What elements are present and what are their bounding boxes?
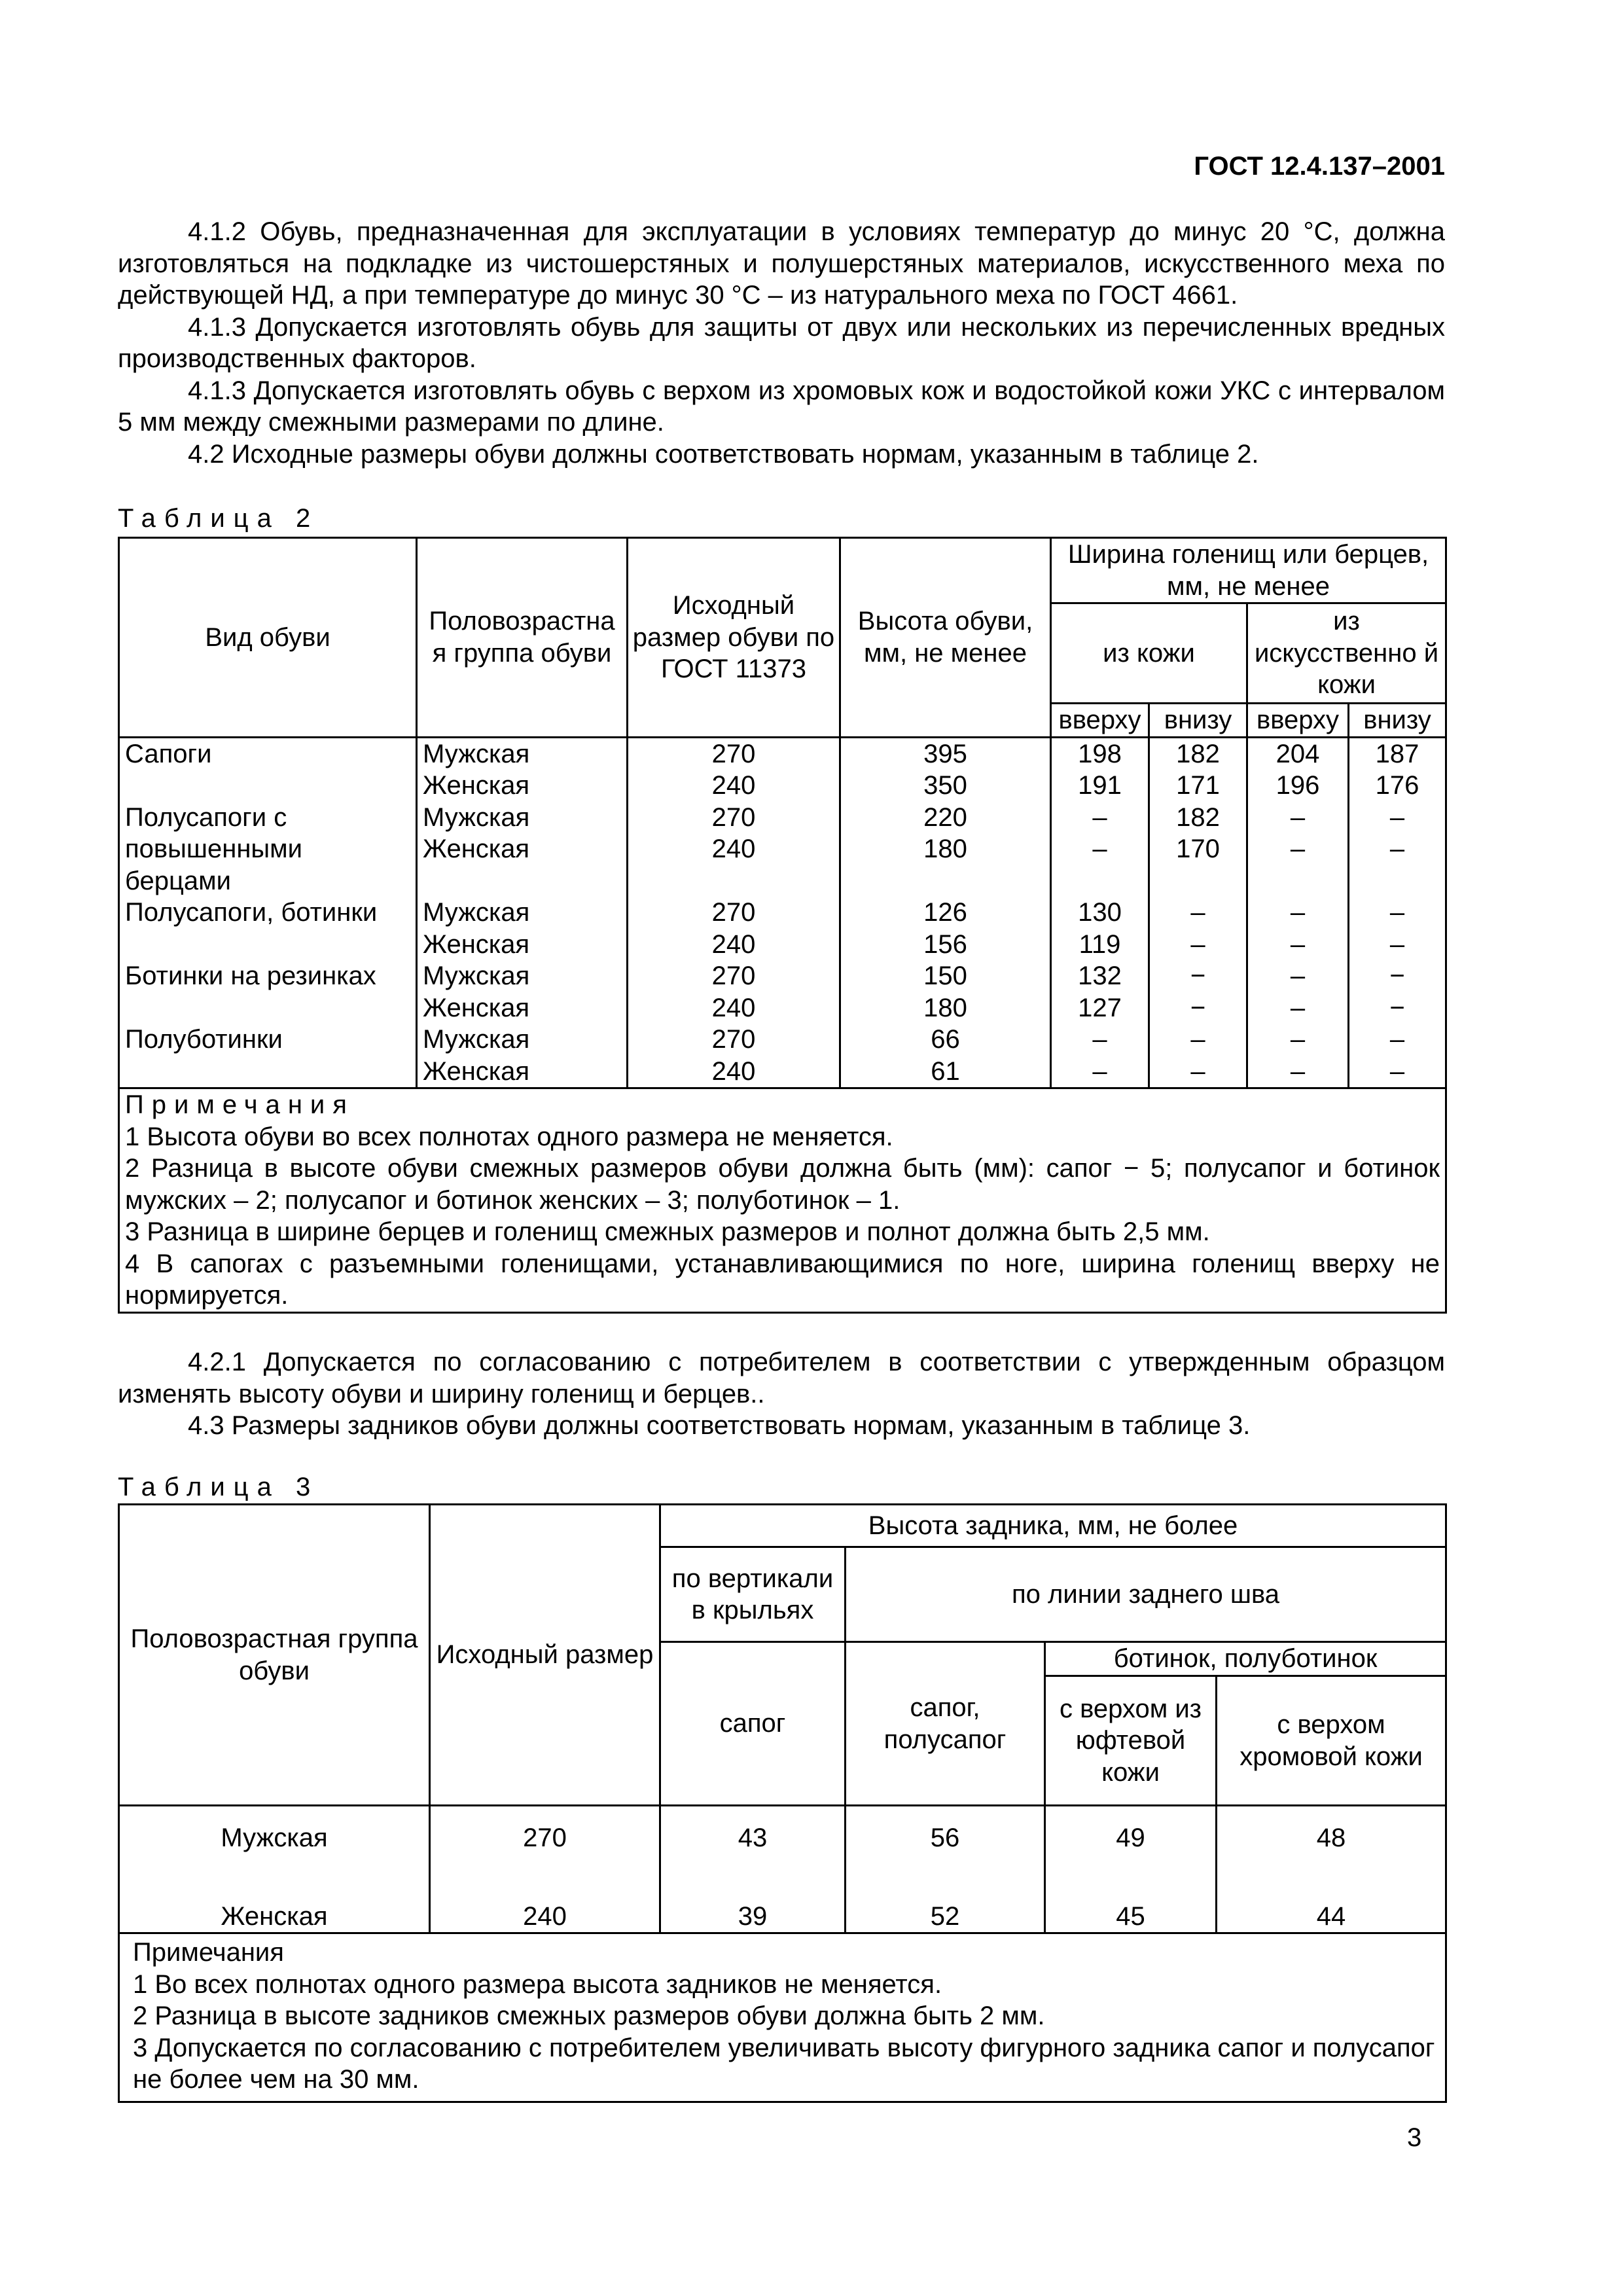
table-cell: −: [1149, 992, 1247, 1024]
col-header-boots-half: сапог, полусапог: [846, 1642, 1045, 1806]
middle-text: [118, 1346, 1445, 1442]
table-2: [118, 537, 1447, 1314]
table-cell: –: [1247, 960, 1349, 992]
table-cell: Полуботинки: [119, 1024, 417, 1056]
table-cell: [1349, 865, 1446, 897]
table-row: [119, 770, 1446, 802]
table-row: [119, 1056, 1446, 1088]
paragraph: 4.2 Исходные размеры обуви должны соответствовать нормам, указанным в таблице 2.: [188, 439, 1259, 469]
table-cell: –: [1149, 1024, 1247, 1056]
table-cell: Мужская: [417, 802, 628, 834]
table-cell: повышенными: [119, 833, 417, 865]
table-cell: Сапоги: [119, 737, 417, 770]
table-cell: 240: [430, 1869, 660, 1933]
table-row: [119, 929, 1446, 961]
table-row: [119, 802, 1446, 834]
table-cell: 270: [430, 1806, 660, 1870]
table-cell: –: [1149, 1056, 1247, 1088]
table-cell: 187: [1349, 737, 1446, 770]
table-cell: 220: [840, 802, 1051, 834]
table-cell: –: [1349, 833, 1446, 865]
table-cell: берцами: [119, 865, 417, 897]
table-cell: Женская: [417, 1056, 628, 1088]
col-header-artificial: из искусственно й кожи: [1247, 603, 1446, 704]
note-item: 1 Высота обуви во всех полнотах одного размера не меняется.: [125, 1122, 893, 1151]
col-header-chrome: с верхом хромовой кожи: [1217, 1676, 1446, 1806]
notes-title: Примечания: [133, 1938, 284, 1967]
table-cell: –: [1247, 929, 1349, 961]
document-header: ГОСТ 12.4.137–2001: [1194, 152, 1445, 181]
table-cell: 56: [846, 1806, 1045, 1870]
table-row: [119, 897, 1446, 929]
table-cell: [119, 770, 417, 802]
table-cell: [417, 865, 628, 897]
table-cell: 395: [840, 737, 1051, 770]
table-cell: 198: [1051, 737, 1149, 770]
table-row: [119, 1869, 1446, 1933]
table-row: [119, 1024, 1446, 1056]
table-3: [118, 1503, 1447, 2103]
col-header-height: Высота задника, мм, не более: [660, 1505, 1446, 1547]
col-header-boots: сапог: [660, 1642, 846, 1806]
note-item: 4 В сапогах с разъемными голенищами, устанавливающимися по ноге, ширина голенищ вверху не нормируется.: [125, 1249, 1440, 1310]
note-item: 2 Разница в высоте задников смежных размеров обуви должна быть 2 мм.: [133, 2001, 1045, 2030]
col-header-vertical: по вертикали в крыльях: [660, 1547, 846, 1642]
table-cell: −: [1349, 960, 1446, 992]
table-cell: 127: [1051, 992, 1149, 1024]
table-cell: 240: [628, 929, 840, 961]
table2-notes: [119, 1088, 1446, 1313]
table-cell: 170: [1149, 833, 1247, 865]
col-header-size: Исходный размер обуви по ГОСТ 11373: [628, 538, 840, 738]
col-header-leather: из кожи: [1051, 603, 1247, 704]
table-cell: −: [1349, 992, 1446, 1024]
table-cell: 350: [840, 770, 1051, 802]
note-item: 1 Во всех полнотах одного размера высота задников не меняется.: [133, 1969, 942, 1999]
table-cell: 43: [660, 1806, 846, 1870]
table-cell: –: [1349, 897, 1446, 929]
table-cell: –: [1247, 1056, 1349, 1088]
table-cell: 182: [1149, 737, 1247, 770]
col-header-artificial-top: вверху: [1247, 704, 1349, 738]
table-cell: Мужская: [417, 737, 628, 770]
table3-notes: [119, 1933, 1446, 2102]
table-cell: 39: [660, 1869, 846, 1933]
table-cell: –: [1247, 992, 1349, 1024]
note-item: 2 Разница в высоте обуви смежных размеров обуви должна быть (мм): сапог − 5; полусапог и ботинок мужских – 2; полусапог и ботинок женских – 3; полуботинок – 1.: [125, 1154, 1440, 1215]
table-cell: 119: [1051, 929, 1149, 961]
table-cell: [840, 865, 1051, 897]
table-cell: 270: [628, 1024, 840, 1056]
table-cell: –: [1051, 1056, 1149, 1088]
table-cell: 204: [1247, 737, 1349, 770]
page-number: 3: [1407, 2123, 1422, 2152]
note-item: 3 Допускается по согласованию с потребителем увеличивать высоту фигурного задника сапог и полусапог не более чем на 30 мм.: [133, 2033, 1435, 2094]
table-cell: [1247, 865, 1349, 897]
table-cell: 126: [840, 897, 1051, 929]
table-cell: [1051, 865, 1149, 897]
table-cell: –: [1247, 1024, 1349, 1056]
table-cell: 240: [628, 770, 840, 802]
table-cell: 66: [840, 1024, 1051, 1056]
col-header-yuft: с верхом из юфтевой кожи: [1045, 1676, 1217, 1806]
table-cell: –: [1349, 802, 1446, 834]
table-cell: Ботинки на резинках: [119, 960, 417, 992]
table-cell: 150: [840, 960, 1051, 992]
table-cell: Женская: [119, 1869, 430, 1933]
table-cell: 52: [846, 1869, 1045, 1933]
table-cell: –: [1349, 1024, 1446, 1056]
col-header-height: Высота обуви, мм, не менее: [840, 538, 1051, 738]
table-cell: 270: [628, 737, 840, 770]
table-cell: –: [1051, 1024, 1149, 1056]
table-row: [119, 992, 1446, 1024]
table-cell: −: [1149, 960, 1247, 992]
note-item: 3 Разница в ширине берцев и голенищ смежных размеров и полнот должна быть 2,5 мм.: [125, 1217, 1210, 1246]
table-cell: Мужская: [119, 1806, 430, 1870]
table2-body: [119, 737, 1446, 1088]
table-cell: 196: [1247, 770, 1349, 802]
table-cell: [628, 865, 840, 897]
table-cell: 132: [1051, 960, 1149, 992]
table3-caption: Таблица 3: [118, 1473, 319, 1501]
col-header-artificial-bottom: внизу: [1349, 704, 1446, 738]
table-cell: 49: [1045, 1806, 1217, 1870]
table-cell: –: [1149, 929, 1247, 961]
table-cell: Мужская: [417, 1024, 628, 1056]
col-header-group: Половозрастная группа обуви: [119, 1505, 430, 1806]
col-header-seam: по линии заднего шва: [846, 1547, 1446, 1642]
table-cell: 156: [840, 929, 1051, 961]
table-cell: –: [1051, 802, 1149, 834]
table-row: [119, 865, 1446, 897]
table-cell: 48: [1217, 1806, 1446, 1870]
table-cell: Мужская: [417, 897, 628, 929]
intro-text: [118, 216, 1445, 470]
table-cell: [119, 992, 417, 1024]
col-header-group: Половозрастна я группа обуви: [417, 538, 628, 738]
table-cell: –: [1247, 833, 1349, 865]
table-cell: 240: [628, 833, 840, 865]
table-cell: [119, 929, 417, 961]
col-header-shoes: ботинок, полуботинок: [1045, 1642, 1446, 1676]
table-cell: 240: [628, 1056, 840, 1088]
table-cell: [119, 1056, 417, 1088]
table-cell: –: [1149, 897, 1247, 929]
table-cell: Женская: [417, 992, 628, 1024]
notes-title: Примечания: [125, 1090, 355, 1119]
table-cell: –: [1349, 1056, 1446, 1088]
table-cell: Полусапоги, ботинки: [119, 897, 417, 929]
table-cell: –: [1051, 833, 1149, 865]
table-cell: 270: [628, 960, 840, 992]
col-header-leather-bottom: внизу: [1149, 704, 1247, 738]
table-cell: 176: [1349, 770, 1446, 802]
table-cell: 270: [628, 802, 840, 834]
table-cell: 270: [628, 897, 840, 929]
table-cell: 182: [1149, 802, 1247, 834]
paragraph: 4.1.2 Обувь, предназначенная для эксплуатации в условиях температур до минус 20 °С, должна изготовляться на подкладке из чистошерстяных и полушерстяных материалов, искусственного меха по действующей НД, а при температуре до минус 30 °С – из натурального меха по ГОСТ 4661.: [118, 217, 1445, 310]
table-cell: 191: [1051, 770, 1149, 802]
table-row: [119, 1806, 1446, 1870]
col-header-size: Исходный размер: [430, 1505, 660, 1806]
table2-caption: Таблица 2: [118, 504, 319, 533]
table3-body: [119, 1806, 1446, 1933]
table-cell: 45: [1045, 1869, 1217, 1933]
table-cell: 61: [840, 1056, 1051, 1088]
table-cell: 130: [1051, 897, 1149, 929]
paragraph: 4.1.3 Допускается изготовлять обувь с верхом из хромовых кож и водостойкой кожи УКС с интервалом 5 мм между смежными размерами по длине.: [118, 376, 1445, 437]
table-cell: Мужская: [417, 960, 628, 992]
table-cell: 180: [840, 833, 1051, 865]
table-cell: [1149, 865, 1247, 897]
table-cell: 180: [840, 992, 1051, 1024]
table-cell: –: [1247, 897, 1349, 929]
col-header-type: Вид обуви: [119, 538, 417, 738]
table-cell: –: [1247, 802, 1349, 834]
table-cell: Женская: [417, 833, 628, 865]
table-row: [119, 833, 1446, 865]
col-header-leather-top: вверху: [1051, 704, 1149, 738]
table-cell: 44: [1217, 1869, 1446, 1933]
col-header-width: Ширина голенищ или берцев, мм, не менее: [1051, 538, 1446, 603]
table-cell: –: [1349, 929, 1446, 961]
table-cell: Полусапоги с: [119, 802, 417, 834]
table-cell: Женская: [417, 770, 628, 802]
table-cell: Женская: [417, 929, 628, 961]
table-row: [119, 960, 1446, 992]
table-cell: 171: [1149, 770, 1247, 802]
table-cell: 240: [628, 992, 840, 1024]
table-row: [119, 737, 1446, 770]
paragraph: 4.1.3 Допускается изготовлять обувь для защиты от двух или нескольких из перечисленных вредных производственных факторов.: [118, 312, 1445, 373]
paragraph: 4.2.1 Допускается по согласованию с потребителем в соответствии с утвержденным образцом изменять высоту обуви и ширину голенищ и берцев..: [118, 1348, 1445, 1408]
paragraph: 4.3 Размеры задников обуви должны соответствовать нормам, указанным в таблице 3.: [188, 1411, 1251, 1440]
